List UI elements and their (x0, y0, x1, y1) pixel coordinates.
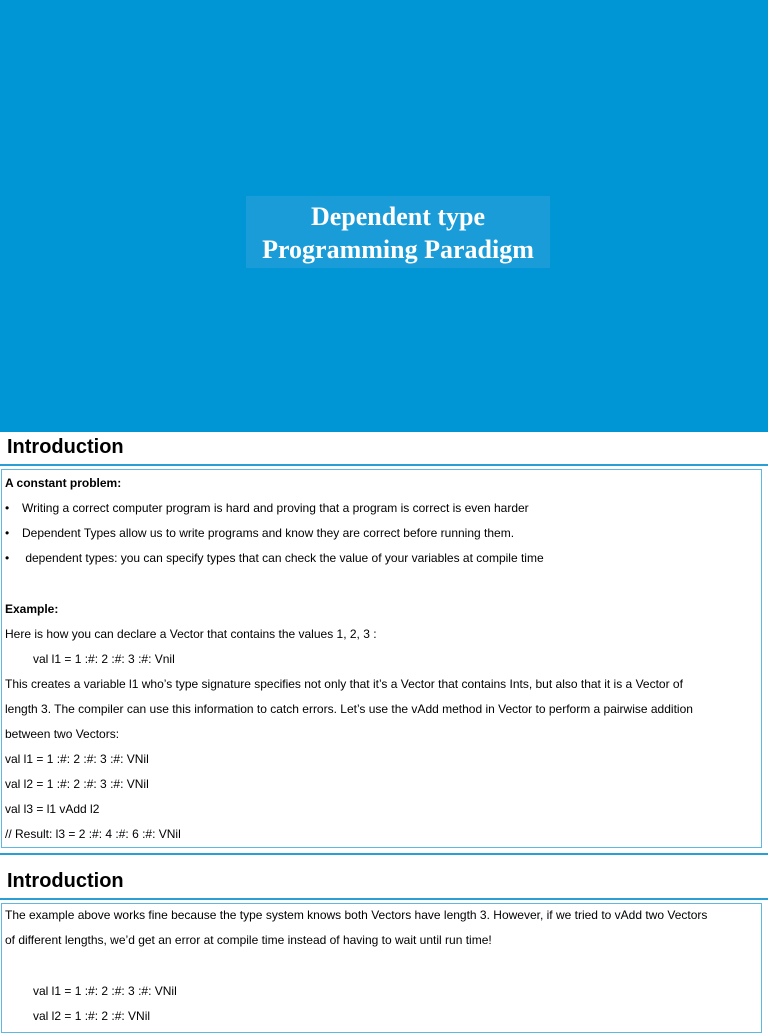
text-line: between two Vectors: (5, 727, 120, 741)
title-box (246, 196, 550, 268)
content-box (1, 469, 762, 848)
bullet-item (5, 551, 544, 565)
content-box (1, 903, 762, 1033)
example-label: Example: (5, 602, 59, 616)
bullet-item (5, 501, 529, 515)
problem-label: A constant problem: (5, 476, 122, 490)
slide-introduction-1 (0, 432, 768, 852)
top-rule (0, 853, 768, 855)
bullet-item (5, 526, 514, 540)
slide-heading: Introduction (7, 870, 124, 892)
code-line: val l2 = 1 :#: 2 :#: 3 :#: VNil (5, 777, 149, 791)
title-line-2: Programming Paradigm (262, 235, 534, 264)
text-line: This creates a variable l1 who’s type signature specifies not only that it’s a Vector that contains Ints, but also that it is a Vector of (5, 677, 683, 691)
code-line: val l1 = 1 :#: 2 :#: 3 :#: VNil (33, 984, 177, 998)
slide-heading: Introduction (7, 436, 124, 458)
bullet-icon: • (5, 526, 10, 540)
code-comment: // Result: l3 = 2 :#: 4 :#: 6 :#: VNil (5, 827, 181, 841)
code-line: val l3 = l1 vAdd l2 (5, 802, 100, 816)
bullet-text: Dependent Types allow us to write programs and know they are correct before running them. (22, 526, 515, 540)
text-line: Here is how you can declare a Vector that contains the values 1, 2, 3 : (5, 627, 377, 641)
bullet-icon: • (5, 501, 10, 515)
title-slide (0, 0, 768, 432)
code-line: val l1 = 1 :#: 2 :#: 3 :#: Vnil (33, 652, 175, 666)
text-line: of different lengths, we’d get an error at compile time instead of having to wait until run time! (5, 933, 492, 947)
title-line-1: Dependent type (310, 202, 486, 231)
slide-introduction-2 (0, 852, 768, 1024)
bullet-text: Writing a correct computer program is hard and proving that a program is correct is even harder (22, 501, 529, 515)
bullet-text: dependent types: you can specify types that can check the value of your variables at compile time (22, 551, 544, 565)
text-line: The example above works fine because the type system knows both Vectors have length 3. However, if we tried to vAdd two Vectors (5, 908, 708, 922)
code-line: val l2 = 1 :#: 2 :#: VNil (33, 1009, 151, 1023)
text-line: length 3. The compiler can use this information to catch errors. Let’s use the vAdd method in Vector to perform a pairwise addition (5, 702, 693, 716)
heading-rule (0, 464, 768, 466)
heading-rule (0, 898, 768, 900)
code-line: val l1 = 1 :#: 2 :#: 3 :#: VNil (5, 752, 149, 766)
bullet-icon: • (5, 551, 10, 565)
